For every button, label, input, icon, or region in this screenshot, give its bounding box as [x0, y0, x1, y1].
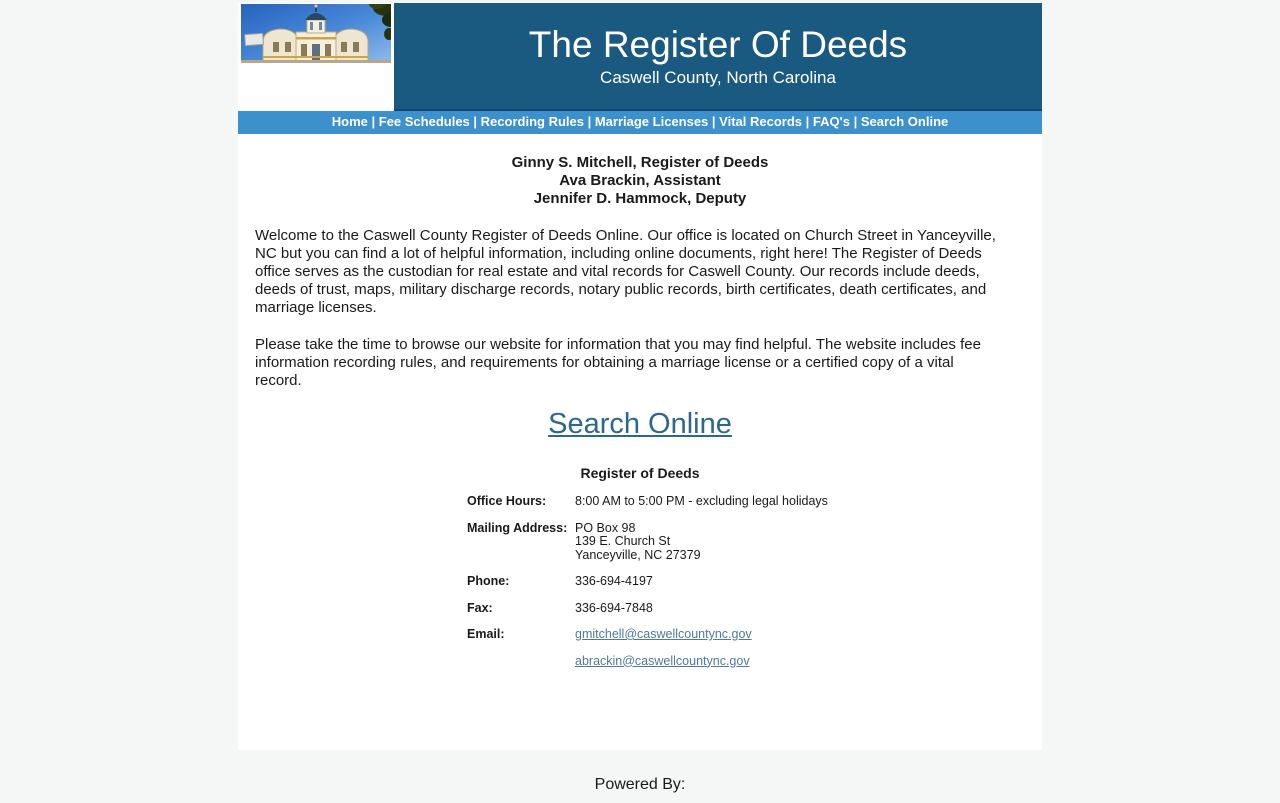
title-banner: [394, 3, 1042, 111]
staff-line-register: Ginny S. Mitchell, Register of Deeds: [511, 154, 769, 171]
email-link-abrackin[interactable]: abrackin@caswellcountync.gov: [575, 653, 750, 668]
phone-value: 336-694-4197: [575, 574, 653, 588]
email-label: Email:: [467, 627, 505, 641]
nav-separator: |: [708, 114, 720, 129]
page-container: [238, 3, 1042, 750]
nav-item-fee-schedules[interactable]: Fee Schedules: [378, 114, 470, 129]
phone-label: Phone:: [467, 574, 510, 588]
logo-cell: [238, 3, 394, 111]
contact-table: [467, 495, 1042, 668]
nav-item-search-online[interactable]: Search Online: [860, 114, 949, 129]
email-value: [575, 628, 752, 668]
search-online-section: [238, 408, 1042, 441]
page-subtitle: Caswell County, North Carolina: [600, 67, 836, 87]
nav-item-vital-records[interactable]: Vital Records: [719, 114, 803, 129]
contact-row-email: [467, 628, 1042, 668]
nav-item-faqs[interactable]: FAQ's: [812, 114, 850, 129]
main-content: [238, 134, 1042, 750]
contact-heading: Register of Deeds: [580, 465, 700, 481]
staff-line-deputy: Jennifer D. Hammock, Deputy: [533, 190, 747, 207]
mailing-address-label: Mailing Address:: [467, 520, 568, 535]
nav-separator: |: [583, 114, 595, 129]
office-hours-value: 8:00 AM to 5:00 PM - excluding legal holidays: [575, 494, 828, 508]
contact-row-fax: [467, 602, 1042, 616]
address-line-2: 139 E. Church St: [575, 534, 671, 548]
mailing-address-value: [575, 522, 701, 563]
page-header: [238, 3, 1042, 111]
staff-line-assistant: Ava Brackin, Assistant: [559, 172, 721, 189]
page-footer: [0, 750, 1280, 794]
intro-paragraph-2: Please take the time to browse our website for information that you may find helpful. The website includes fee information recording rules, and requirements for obtaining a marriage license or a certified copy of a vital record.: [255, 336, 981, 389]
staff-names: [238, 154, 1042, 208]
nav-item-recording-rules[interactable]: Recording Rules: [480, 114, 584, 129]
intro-text: [238, 227, 996, 390]
main-nav: [238, 111, 1042, 134]
fax-value: 336-694-7848: [575, 600, 653, 615]
nav-item-marriage-licenses[interactable]: Marriage Licenses: [594, 114, 709, 129]
email-link-gmitchell[interactable]: gmitchell@caswellcountync.gov: [575, 627, 752, 641]
nav-separator: |: [849, 114, 861, 129]
contact-row-phone: [467, 575, 1042, 589]
intro-paragraph-1: Welcome to the Caswell County Register of Deeds Online. Our office is located on Church Street in Yanceyville, NC but you can find a lot of helpful information, including online documents, right here! The Register of Deeds office serves as the custodian for real estate and vital records for Caswell County. Our records include deeds, deeds of trust, maps, military discharge records, notary public records, birth certificates, death certificates, and marriage licenses.: [255, 227, 996, 316]
search-online-link[interactable]: Search Online: [548, 408, 732, 440]
nav-separator: |: [802, 114, 813, 129]
nav-separator: |: [469, 114, 481, 129]
powered-by-label: Powered By:: [594, 776, 686, 793]
address-line-3: Yanceyville, NC 27379: [575, 547, 701, 562]
nav-item-home[interactable]: Home: [331, 114, 368, 129]
contact-row-mailing-address: [467, 522, 1042, 563]
office-hours-label: Office Hours:: [467, 494, 547, 508]
page-title: The Register Of Deeds: [528, 23, 908, 65]
nav-separator: |: [367, 114, 379, 129]
contact-row-office-hours: [467, 495, 1042, 509]
fax-label: Fax:: [467, 600, 493, 615]
address-line-1: PO Box 98: [575, 520, 636, 535]
courthouse-photo-icon: [241, 4, 391, 63]
